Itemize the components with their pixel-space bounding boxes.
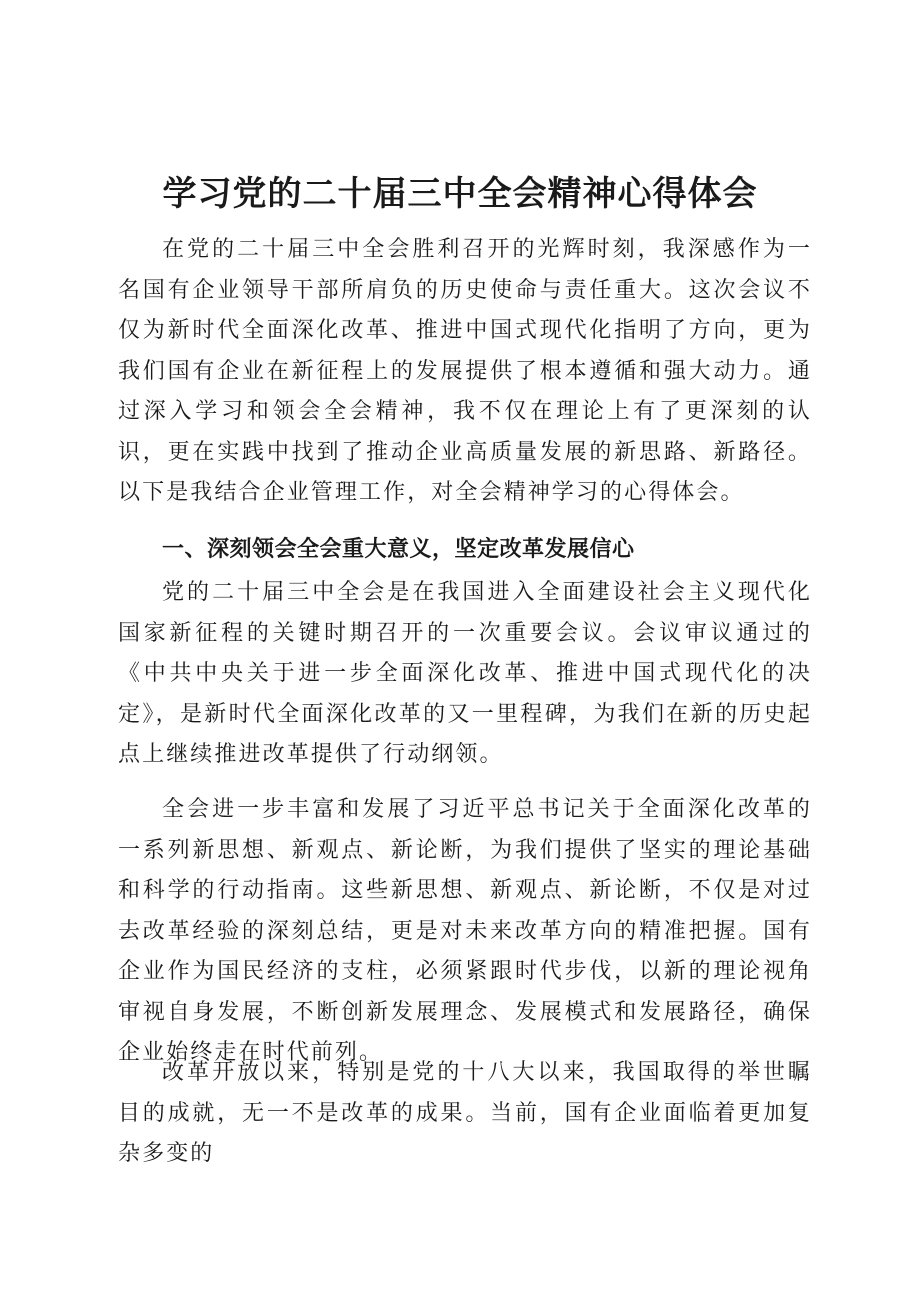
paragraph: 全会进一步丰富和发展了习近平总书记关于全面深化改革的一系列新思想、新观点、新论断，为我们提供了坚实的理论基础和科学的行动指南。这些新思想、新观点、新论断，不仅是对过去改革经验的深刻总结，更是对未来改革方向的精准把握。国有企业作为国民经济的支柱，必须紧跟时代步伐，以新的理论视角审视自身发展，不断创新发展理念、发展模式和发展路径，确保企业始终走在时代前列。 — [118, 797, 812, 1065]
paragraph: 改革开放以来，特别是党的十八大以来，我国取得的举世瞩目的成就，无一不是改革的成果。当前，国有企业面临着更加复杂多变的 — [118, 1060, 812, 1166]
paragraph: 党的二十届三中全会是在我国进入全面建设社会主义现代化国家新征程的关键时期召开的一次重要会议。会议审议通过的《中共中央关于进一步全面深化改革、推进中国式现代化的决定》，是新时代全面深化改革的又一里程碑，为我们在新的历史起点上继续推进改革提供了行动纲领。 — [118, 580, 812, 767]
paragraph-intro: 在党的二十届三中全会胜利召开的光辉时刻，我深感作为一名国有企业领导干部所肩负的历史使命与责任重大。这次会议不仅为新时代全面深化改革、推进中国式现代化指明了方向，更为我们国有企业在新征程上的发展提供了根本遵循和强大动力。通过深入学习和领会全会精神，我不仅在理论上有了更深刻的认识，更在实践中找到了推动企业高质量发展的新思路、新路径。以下是我结合企业管理工作，对全会精神学习的心得体会。 — [118, 237, 812, 505]
section-heading: 一、深刻领会全会重大意义，坚定改革发展信心 — [162, 537, 635, 562]
document-title: 学习党的二十届三中全会精神心得体会 — [162, 174, 758, 214]
